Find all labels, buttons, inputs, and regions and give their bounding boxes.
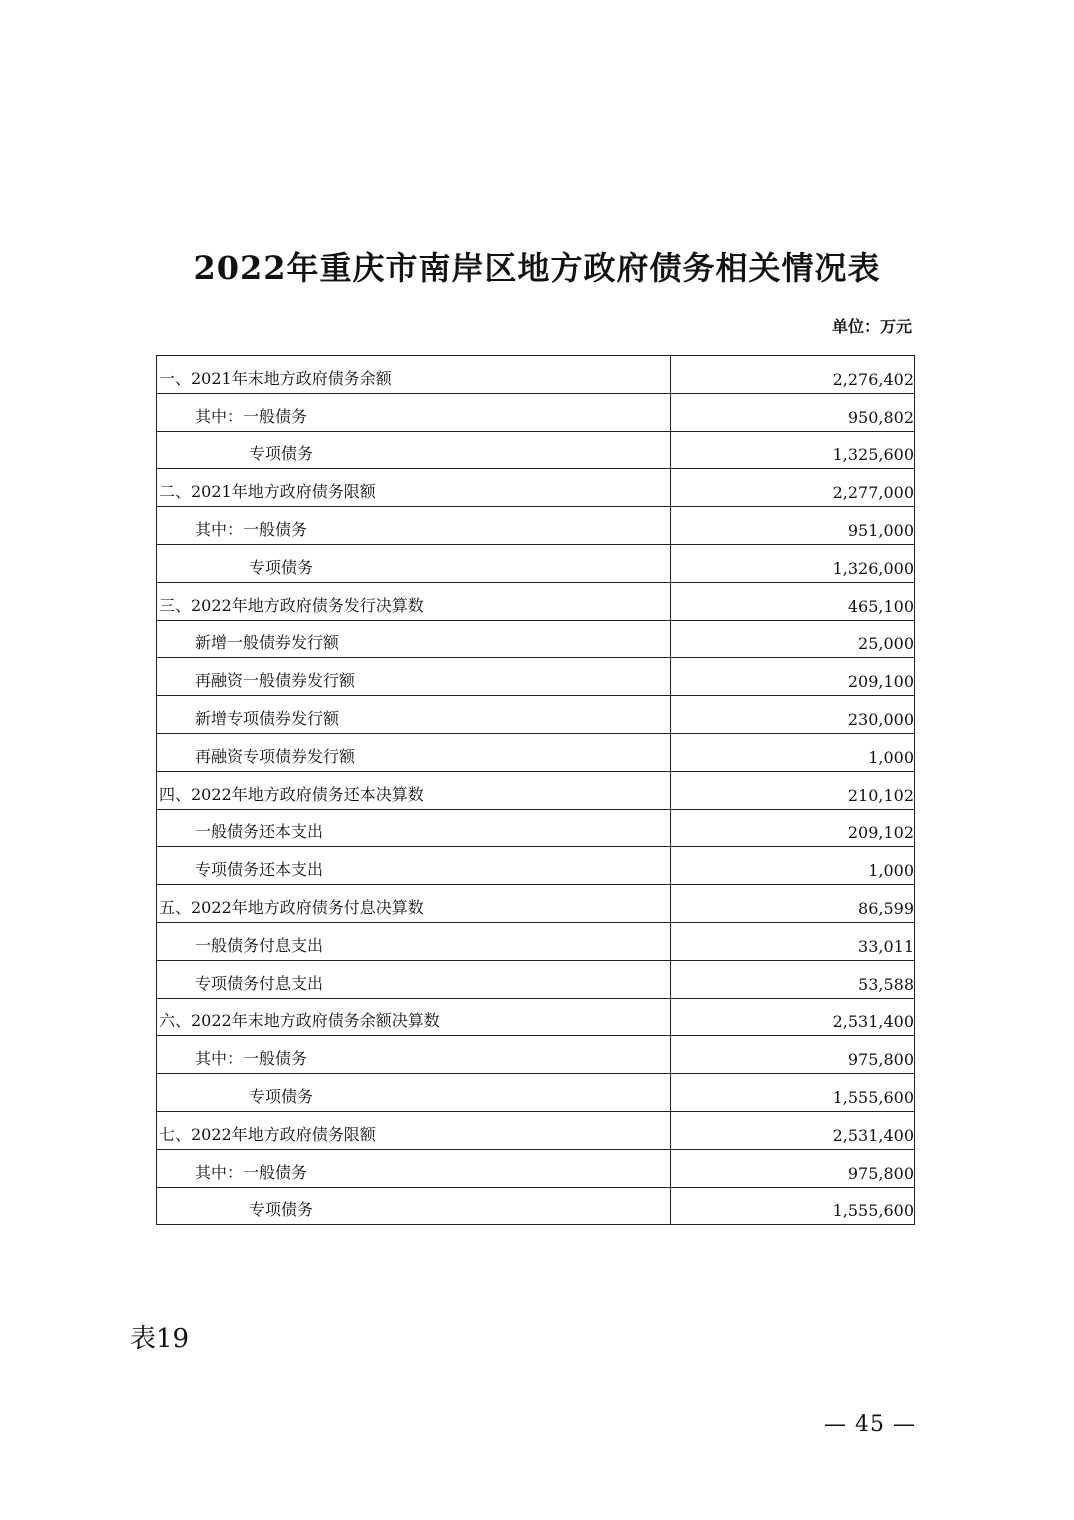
table-row — [157, 356, 915, 394]
table-row — [157, 507, 915, 545]
row-value: 2,531,400 — [671, 998, 915, 1036]
row-value: 2,277,000 — [671, 469, 915, 507]
row-value: 209,100 — [671, 658, 915, 696]
table-number-label: 表19 — [130, 1324, 190, 1354]
table-row — [157, 960, 915, 998]
row-value: 1,000 — [671, 733, 915, 771]
row-label: 其中：一般债务 — [157, 1149, 671, 1187]
row-value: 1,555,600 — [671, 1187, 915, 1225]
row-label: 新增专项债券发行额 — [157, 696, 671, 734]
table-row — [157, 582, 915, 620]
row-value: 230,000 — [671, 696, 915, 734]
row-label: 专项债务 — [157, 544, 671, 582]
table-row — [157, 658, 915, 696]
table-row — [157, 393, 915, 431]
row-label: 一般债务还本支出 — [157, 809, 671, 847]
table-row — [157, 544, 915, 582]
row-value: 209,102 — [671, 809, 915, 847]
row-label: 一、2021年末地方政府债务余额 — [157, 356, 671, 394]
table-row — [157, 1187, 915, 1225]
table-row — [157, 1036, 915, 1074]
row-value: 1,326,000 — [671, 544, 915, 582]
row-value: 86,599 — [671, 885, 915, 923]
row-value: 2,531,400 — [671, 1111, 915, 1149]
row-label: 专项债务 — [157, 1074, 671, 1112]
row-value: 53,588 — [671, 960, 915, 998]
table-row — [157, 771, 915, 809]
row-label: 新增一般债券发行额 — [157, 620, 671, 658]
debt-table — [156, 355, 915, 1225]
row-label: 二、2021年地方政府债务限额 — [157, 469, 671, 507]
table-row — [157, 998, 915, 1036]
table-row — [157, 469, 915, 507]
table-row — [157, 885, 915, 923]
table-row — [157, 620, 915, 658]
row-value: 33,011 — [671, 922, 915, 960]
row-label: 六、2022年末地方政府债务余额决算数 — [157, 998, 671, 1036]
table-row — [157, 922, 915, 960]
page-title: 2022年重庆市南岸区地方政府债务相关情况表 — [193, 249, 881, 287]
row-label: 四、2022年地方政府债务还本决算数 — [157, 771, 671, 809]
row-value: 210,102 — [671, 771, 915, 809]
table-row — [157, 1074, 915, 1112]
row-value: 1,325,600 — [671, 431, 915, 469]
table-row — [157, 1149, 915, 1187]
row-value: 465,100 — [671, 582, 915, 620]
row-value: 975,800 — [671, 1036, 915, 1074]
page-number: — 45 — — [824, 1412, 916, 1437]
row-label: 专项债务 — [157, 1187, 671, 1225]
row-value: 975,800 — [671, 1149, 915, 1187]
table-row — [157, 431, 915, 469]
row-label: 三、2022年地方政府债务发行决算数 — [157, 582, 671, 620]
row-label: 再融资专项债券发行额 — [157, 733, 671, 771]
row-value: 951,000 — [671, 507, 915, 545]
row-label: 一般债务付息支出 — [157, 922, 671, 960]
row-value: 1,000 — [671, 847, 915, 885]
row-label: 五、2022年地方政府债务付息决算数 — [157, 885, 671, 923]
unit-label: 单位：万元 — [831, 317, 912, 336]
row-label: 再融资一般债券发行额 — [157, 658, 671, 696]
row-value: 25,000 — [671, 620, 915, 658]
debt-table-body — [157, 356, 915, 1225]
row-value: 1,555,600 — [671, 1074, 915, 1112]
row-label: 其中：一般债务 — [157, 507, 671, 545]
row-value: 2,276,402 — [671, 356, 915, 394]
row-label: 专项债务 — [157, 431, 671, 469]
row-value: 950,802 — [671, 393, 915, 431]
table-row — [157, 733, 915, 771]
row-label: 其中：一般债务 — [157, 1036, 671, 1074]
table-row — [157, 696, 915, 734]
table-row — [157, 1111, 915, 1149]
table-row — [157, 809, 915, 847]
row-label: 专项债务付息支出 — [157, 960, 671, 998]
table-row — [157, 847, 915, 885]
row-label: 其中：一般债务 — [157, 393, 671, 431]
row-label: 专项债务还本支出 — [157, 847, 671, 885]
row-label: 七、2022年地方政府债务限额 — [157, 1111, 671, 1149]
